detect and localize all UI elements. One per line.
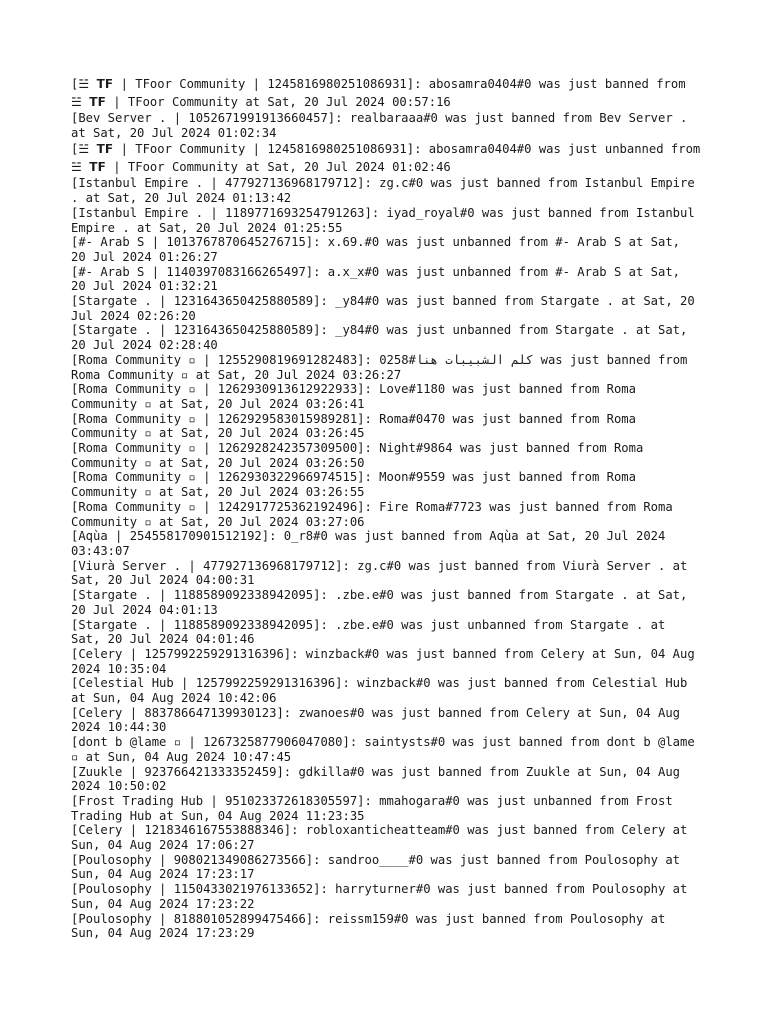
log-entry: [Istanbul Empire . | 477927136968179712]: zg.c#0 was just banned from Istanbul Empire . at Sat, 20 Jul 2024 01:13:42 bbox=[71, 176, 703, 206]
log-entry: [Poulosophy | 818801052899475466]: reissm159#0 was just banned from Poulosophy at Sun, 04 Aug 2024 17:23:29 bbox=[71, 911, 673, 941]
log-entry: [Celery | 883786647139930123]: zwanoes#0 was just banned from Celery at Sun, 04 Aug 2024 10:44:30 bbox=[71, 705, 688, 735]
log-entry: [Stargate . | 1188589092338942095]: .zbe.e#0 was just unbanned from Stargate . at Sat, 20 Jul 2024 04:01:46 bbox=[71, 617, 673, 647]
log-entry: [Frost Trading Hub | 951023372618305597]: mmahogara#0 was just unbanned from Frost Trading Hub at Sun, 04 Aug 2024 11:23:35 bbox=[71, 793, 681, 823]
log-entry: [Poulosophy | 1150433021976133652]: harryturner#0 was just banned from Poulosophy at Sun, 04 Aug 2024 17:23:22 bbox=[71, 882, 695, 911]
log-entry: [Celery | 1218346167553888346]: robloxanticheatteam#0 was just banned from Celery at Sun, 04 Aug 2024 17:06:27 bbox=[71, 823, 695, 853]
log-entry: [#- Arab S | 1013767870645276715]: x.69.#0 was just unbanned from #- Arab S at Sat, 20 Jul 2024 01:26:27 bbox=[71, 235, 688, 264]
log-entry: [Celestial Hub | 1257992259291316396]: winzback#0 was just banned from Celestial Hub at Sun, 04 Aug 2024 10:42:06 bbox=[71, 676, 695, 706]
log-entry: [Roma Community ▫ | 1262929583015989281]: Roma#0470 was just banned from Roma Community ▫ at Sat, 20 Jul 2024 03:26:45 bbox=[71, 411, 644, 441]
log-entry: [☱ 𝗧𝗙 | TFoor Community | 1245816980251086931]: abosamra0404#0 was just unbanned from ☱ 𝗧𝗙 | TFoor Community at Sat, 20 Jul 2024 01:02:46 bbox=[71, 142, 708, 175]
log-entry: [Celery | 1257992259291316396]: winzback#0 was just banned from Celery at Sun, 04 Aug 2024 10:35:04 bbox=[71, 646, 703, 676]
log-entry: [Viurà Server . | 477927136968179712]: zg.c#0 was just banned from Viurà Server . at Sat, 20 Jul 2024 04:00:31 bbox=[71, 558, 695, 588]
log-entry: [Zuukle | 923766421333352459]: gdkilla#0 was just banned from Zuukle at Sun, 04 Aug 2024 10:50:02 bbox=[71, 764, 688, 794]
log-entry: [Aqùa | 254558170901512192]: 0_r8#0 was just banned from Aqùa at Sat, 20 Jul 2024 03:43:07 bbox=[71, 529, 673, 558]
log-entry: [dont b @lame ▫ | 1267325877906047080]: saintysts#0 was just banned from dont b @lame ▫ at Sun, 04 Aug 2024 10:47:45 bbox=[71, 735, 703, 764]
log-entry: [☱ 𝗧𝗙 | TFoor Community | 1245816980251086931]: abosamra0404#0 was just banned from ☱ 𝗧𝗙 | TFoor Community at Sat, 20 Jul 2024 00:57:16 bbox=[71, 77, 693, 109]
log-entry: [Istanbul Empire . | 1189771693254791263]: iyad_royal#0 was just banned from Istanbul Empire . at Sat, 20 Jul 2024 01:25:55 bbox=[71, 205, 703, 235]
log-entry: [Stargate . | 1231643650425880589]: _y84#0 was just unbanned from Stargate . at Sat, 20 Jul 2024 02:28:40 bbox=[71, 323, 695, 353]
log-entry: [Roma Community ▫ | 1242917725362192496]: Fire Roma#7723 was just banned from Roma Community ▫ at Sat, 20 Jul 2024 03:27:06 bbox=[71, 499, 681, 529]
log-entry: [Roma Community ▫ | 1262930322966974515]: Moon#9559 was just banned from Roma Community ▫ at Sat, 20 Jul 2024 03:26:55 bbox=[71, 470, 644, 500]
log-entry: [Stargate . | 1188589092338942095]: .zbe.e#0 was just banned from Stargate . at Sat, 20 Jul 2024 04:01:13 bbox=[71, 588, 695, 617]
log-entry: [Roma Community ▫ | 1262928242357309500]: Night#9864 was just banned from Roma Community ▫ at Sat, 20 Jul 2024 03:26:50 bbox=[71, 441, 651, 470]
log-entry: [Bev Server . | 1052671991913660457]: realbaraaa#0 was just banned from Bev Server . at Sat, 20 Jul 2024 01:02:34 bbox=[71, 111, 695, 140]
log-entry: [Roma Community ▫ | 1262930913612922933]: Love#1180 was just banned from Roma Community ▫ at Sat, 20 Jul 2024 03:26:41 bbox=[71, 382, 644, 411]
ban-log-document bbox=[71, 75, 708, 941]
log-entry: [Roma Community ▫ | 1255290819691282483]: كلم الشبيبات هنا#0258 was just banned from Roma Community ▫ at Sat, 20 Jul 2024 03:26:27 bbox=[71, 352, 695, 382]
log-entry: [Poulosophy | 908021349086273566]: sandroo____#0 was just banned from Poulosophy at Sun, 04 Aug 2024 17:23:17 bbox=[71, 852, 688, 882]
log-entry: [Stargate . | 1231643650425880589]: _y84#0 was just banned from Stargate . at Sat, 20 Jul 2024 02:26:20 bbox=[71, 294, 703, 323]
log-entry: [#- Arab S | 1140397083166265497]: a.x_x#0 was just unbanned from #- Arab S at Sat, 20 Jul 2024 01:32:21 bbox=[71, 264, 688, 294]
